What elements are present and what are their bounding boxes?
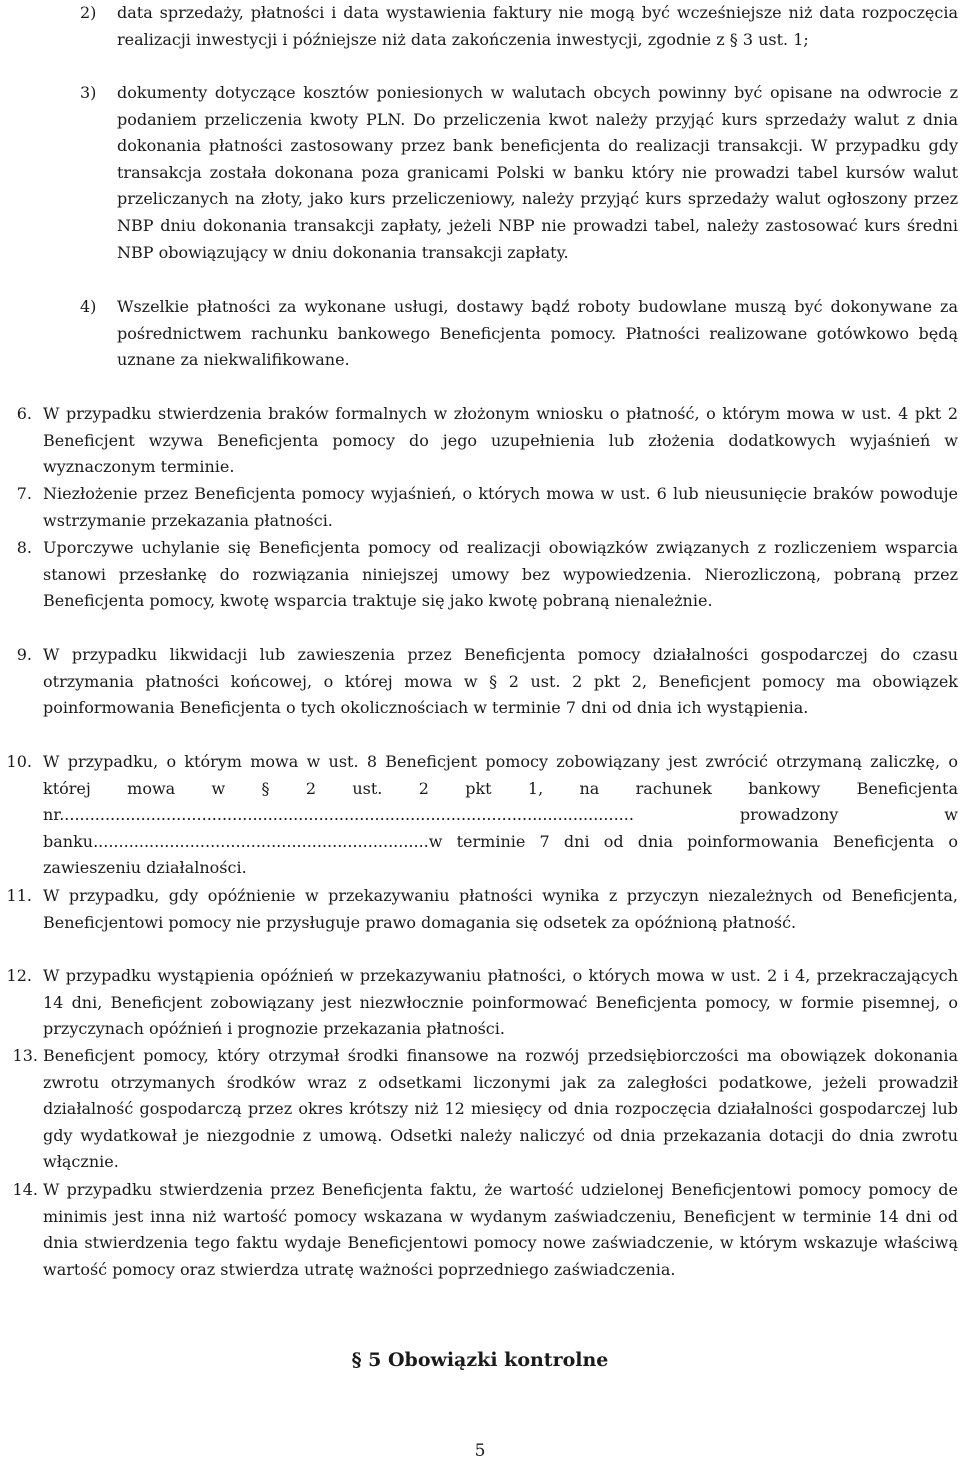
item-text: dokumenty dotyczące kosztów poniesionych w walutach obcych powinny być opisane na odwrocie z podaniem przeliczenia kwoty PLN. Do przeliczenia kwot należy przyjąć kurs sprzedaży walut z dnia dokonania płatności zastosowany przez bank beneficjenta do realizacji transakcji. W przypadku gdy transakcja została dokonana poza granicami Polski w banku który nie prowadzi tabel kursów walut przeliczanych na złoty, jako kurs przeliczeniowy, należy przyjąć kurs sprzedaży walut ogłoszony przez NBP dniu dokonania transakcji zapłaty, jeżeli NBP nie prowadzi tabel, należy zastosować kurs średni NBP obowiązujący w dniu dokonania transakcji zapłaty. [117,83,958,262]
item-number: 11. [6,886,32,905]
list-item [0,1177,958,1283]
list-item [0,883,958,936]
item-text: data sprzedaży, płatności i data wystawienia faktury nie mogą być wcześniejsze niż data rozpoczęcia realizacji inwestycji i późniejsze niż data zakończenia inwestycji, zgodnie z § 3 ust. 1; [117,3,958,49]
list-item [0,749,958,882]
item-text: Niezłożenie przez Beneficjenta pomocy wyjaśnień, o których mowa w ust. 6 lub nieusunięcie braków powoduje wstrzymanie przekazania płatności. [43,484,958,530]
list-item [0,642,958,722]
item-number: 2) [80,3,97,22]
list-item [80,80,958,266]
section-title: § 5 Obowiązki kontrolne [351,1349,609,1371]
page-number: 5 [474,1441,486,1461]
list-item [80,294,958,374]
list-item [80,0,958,53]
list-item [0,401,958,481]
item-number: 4) [80,297,97,316]
item-number: 8. [16,538,32,557]
list-item [0,535,958,615]
item-text: Beneficjent pomocy, który otrzymał środki finansowe na rozwój przedsiębiorczości ma obowiązek dokonania zwrotu otrzymanych środków wraz z odsetkami liczonymi jak za zaległości podatkowe, jeżeli prowadził działalność gospodarczą przez okres krótszy niż 12 miesięcy od dnia rozpoczęcia działalności gospodarczej lub gdy wydatkował je niezgodnie z umową. Odsetki należy naliczyć od dnia przekazania dotacji do dnia zwrotu włącznie. [43,1046,958,1172]
item-number: 6. [16,404,32,423]
item-text: W przypadku wystąpienia opóźnień w przekazywaniu płatności, o których mowa w ust. 2 i 4, przekraczających 14 dni, Beneficjent zobowiązany jest niezwłocznie poinformować Beneficjenta pomocy, w formie pisemnej, o przyczynach opóźnień i prognozie przekazania płatności. [43,966,958,1039]
list-item [0,481,958,534]
item-text: Uporczywe uchylanie się Beneficjenta pomocy od realizacji obowiązków związanych z rozliczeniem wsparcia stanowi przesłankę do rozwiązania niniejszej umowy bez wypowiedzenia. Nierozliczoną, pobraną przez Beneficjenta pomocy, kwotę wsparcia traktuje się jako kwotę pobraną nienależnie. [43,538,958,611]
item-number: 9. [16,645,32,664]
item-text: W przypadku stwierdzenia braków formalnych w złożonym wniosku o płatność, o którym mowa w ust. 4 pkt 2 Beneficjent wzywa Beneficjenta pomocy do jego uzupełnienia lub złożenia dodatkowych wyjaśnień w wyznaczonym terminie. [43,404,958,477]
item-number: 13. [12,1046,38,1065]
item-text: W przypadku likwidacji lub zawieszenia przez Beneficjenta pomocy działalności gospodarczej do czasu otrzymania płatności końcowej, o której mowa w § 2 ust. 2 pkt 2, Beneficjent pomocy ma obowiązek poinformowania Beneficjenta o tych okolicznościach w terminie 7 dni od dnia ich wystąpienia. [43,645,958,718]
item-number: 10. [6,752,32,771]
item-text: W przypadku, gdy opóźnienie w przekazywaniu płatności wynika z przyczyn niezależnych od Beneficjenta, Beneficjentowi pomocy nie przysługuje prawo domagania się odsetek za opóźnioną płatność. [43,886,958,932]
item-number: 12. [6,966,32,985]
item-text: Wszelkie płatności za wykonane usługi, dostawy bądź roboty budowlane muszą być dokonywane za pośrednictwem rachunku bankowego Beneficjenta pomocy. Płatności realizowane gotówkowo będą uznane za niekwalifikowane. [117,297,958,370]
item-number: 14. [12,1180,38,1199]
list-item [0,1043,958,1176]
item-number: 3) [80,83,97,102]
item-number: 7. [16,484,32,503]
list-item [0,963,958,1043]
item-text: W przypadku, o którym mowa w ust. 8 Beneficjent pomocy zobowiązany jest zwrócić otrzymaną zaliczkę, o której mowa w § 2 ust. 2 pkt 1, na rachunek bankowy Beneficjenta nr................................................................................................................. prowadzony w banku..................................................................w terminie 7 dni od dnia poinformowania Beneficjenta o zawieszeniu działalności. [43,752,958,878]
item-text: W przypadku stwierdzenia przez Beneficjenta faktu, że wartość udzielonej Beneficjentowi pomocy pomocy de minimis jest inna niż wartość pomocy wskazana w wydanym zaświadczeniu, Beneficjent w terminie 14 dni od dnia stwierdzenia tego faktu wydaje Beneficjentowi pomocy nowe zaświadczenie, w którym wskazuje właściwą wartość pomocy oraz stwierdza utratę ważności poprzedniego zaświadczenia. [43,1180,958,1279]
